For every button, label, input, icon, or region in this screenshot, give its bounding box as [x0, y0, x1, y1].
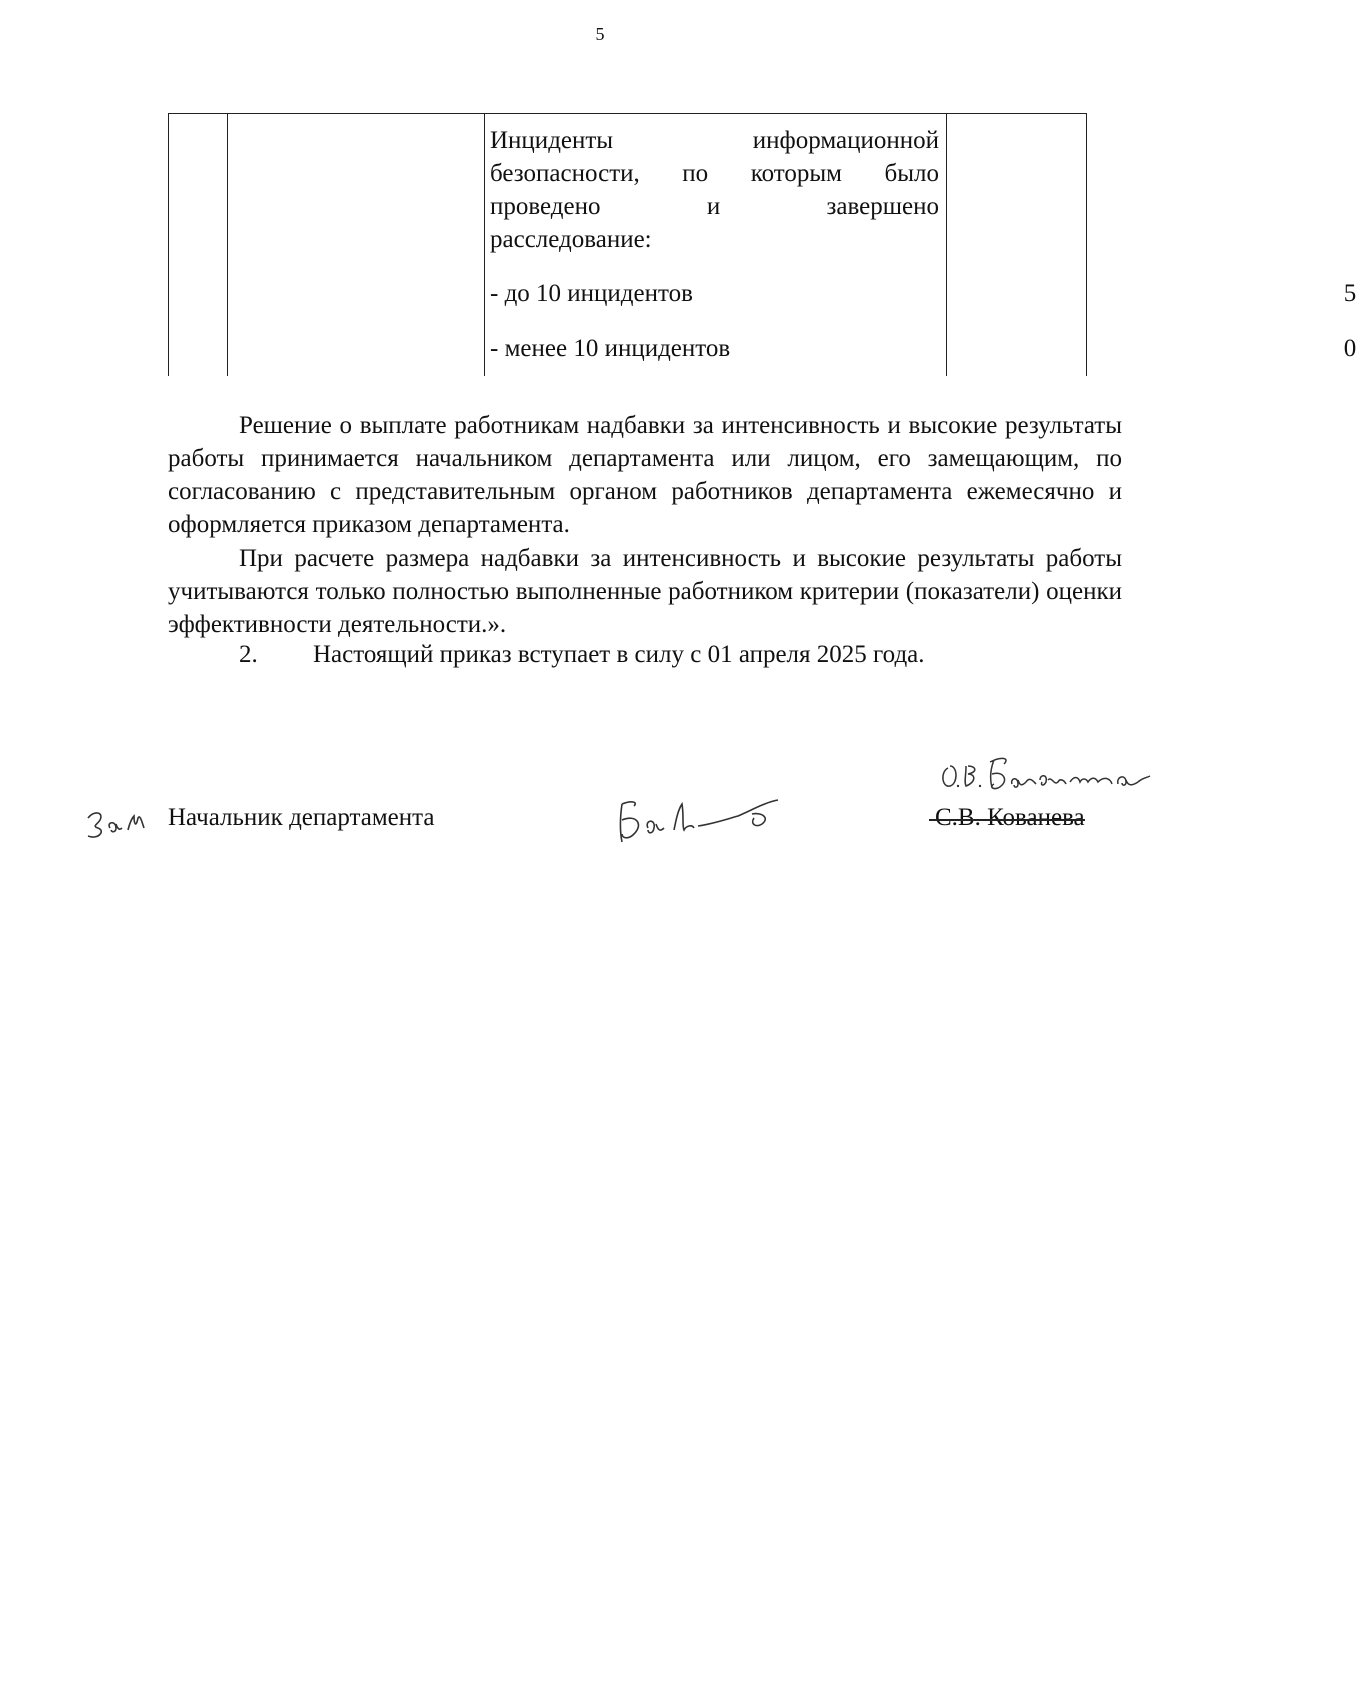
table-column-divider — [946, 114, 947, 376]
signatory-name: С.В. Кованева — [935, 804, 1085, 832]
criteria-line: безопасности, по которым было — [490, 160, 939, 187]
option-label: - до 10 инцидентов — [490, 280, 693, 307]
clause-text: Настоящий приказ вступает в силу с 01 апреля 2025 года. — [313, 641, 925, 668]
paragraph: При расчете размера надбавки за интенсивность и высокие результаты работы учитываются только полностью выполненные работником критерии (показатели) оценки эффективности деятельности.». — [168, 545, 1122, 638]
criteria-table — [168, 113, 1357, 376]
table-column-divider — [227, 114, 228, 376]
criteria-line: Инциденты информационной — [490, 127, 939, 154]
option-score: 0 — [1343, 335, 1357, 362]
handwritten-name-correction — [938, 752, 1158, 800]
body-text — [168, 409, 1122, 642]
table-column-divider — [484, 114, 485, 376]
page-number: 5 — [595, 24, 605, 44]
criteria-description — [490, 124, 939, 256]
handwritten-prefix-zam — [84, 800, 162, 850]
table-border-left — [168, 114, 169, 376]
option-label: - менее 10 инцидентов — [490, 335, 731, 362]
strikethrough-mark — [929, 819, 1085, 821]
option-score: 5 — [1343, 280, 1357, 307]
criteria-line: проведено и завершено — [490, 193, 939, 220]
signatory-title: Начальник департамента — [168, 804, 435, 831]
table-border-right — [1086, 114, 1087, 376]
paragraph: Решение о выплате работникам надбавки за интенсивность и высокие результаты работы принимается начальником департамента или лицом, его замещающим, по согласованию с представительным органом работников департамента ежемесячно и оформляется приказом департамента. — [168, 412, 1122, 538]
criteria-line: расследование: — [490, 226, 652, 253]
handwritten-signature — [612, 790, 782, 850]
clause-number: 2. — [239, 641, 258, 668]
